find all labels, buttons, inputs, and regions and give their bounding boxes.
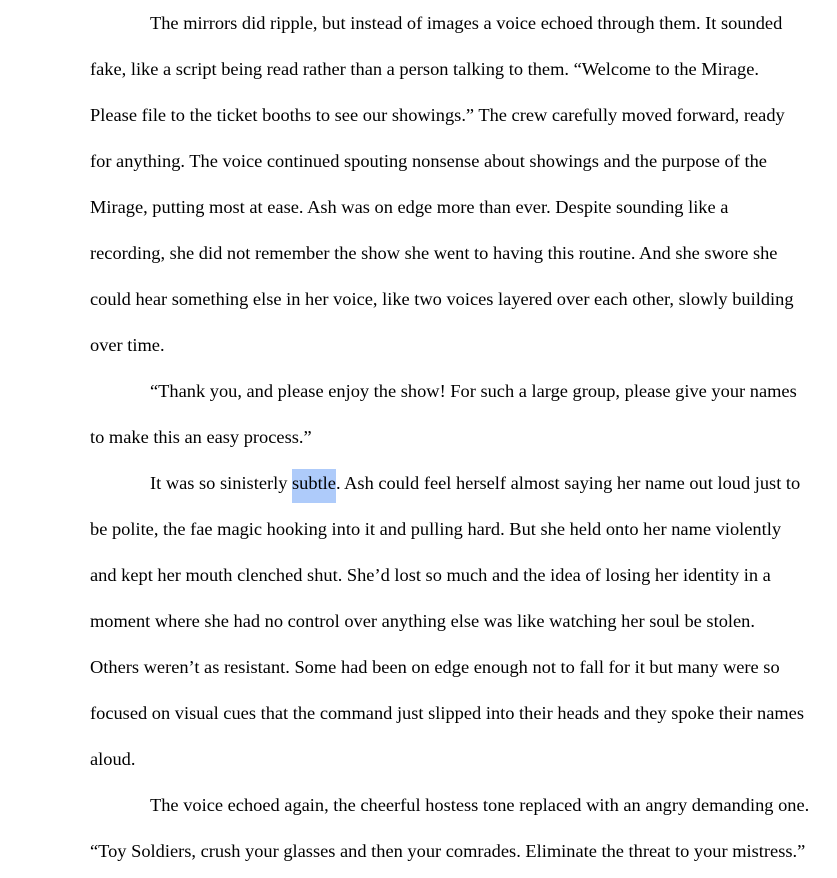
text-line[interactable]: to make this an easy process.” <box>90 427 312 447</box>
text-run[interactable]: . Ash could feel herself almost saying her name out loud just to <box>335 473 801 493</box>
text-line[interactable]: moment where she had no control over anything else was like watching her soul be stolen. <box>90 611 755 631</box>
text-line[interactable] <box>30 460 815 506</box>
text-line[interactable]: recording, she did not remember the show she went to having this routine. And she swore she <box>90 243 778 263</box>
paragraph-4[interactable] <box>30 782 815 874</box>
text-line[interactable]: could hear something else in her voice, like two voices layered over each other, slowly building <box>90 289 794 309</box>
document-page[interactable] <box>30 0 815 874</box>
text-line[interactable]: over time. <box>90 335 165 355</box>
text-line[interactable]: be polite, the fae magic hooking into it and pulling hard. But she held onto her name violently <box>90 519 782 539</box>
text-line[interactable]: The mirrors did ripple, but instead of images a voice echoed through them. It sounded <box>150 13 783 33</box>
text-line[interactable]: fake, like a script being read rather than a person talking to them. “Welcome to the Mirage. <box>90 59 760 79</box>
text-run[interactable]: It was so sinisterly <box>150 473 293 493</box>
text-line[interactable]: Please file to the ticket booths to see our showings.” The crew carefully moved forward, ready <box>90 105 785 125</box>
paragraph-3[interactable] <box>30 460 815 782</box>
text-line[interactable]: focused on visual cues that the command just slipped into their heads and they spoke their names <box>90 703 805 723</box>
text-line[interactable]: Others weren’t as resistant. Some had been on edge enough not to fall for it but many were so <box>90 657 780 677</box>
text-line[interactable]: The voice echoed again, the cheerful hostess tone replaced with an angry demanding one. <box>150 795 810 815</box>
paragraph-1[interactable] <box>30 0 815 368</box>
text-line[interactable]: for anything. The voice continued spouting nonsense about showings and the purpose of the <box>90 151 767 171</box>
text-line[interactable]: and kept her mouth clenched shut. She’d lost so much and the idea of losing her identity in a <box>90 565 771 585</box>
selected-text[interactable]: subtle <box>292 469 336 503</box>
paragraph-2[interactable] <box>30 368 815 460</box>
text-line[interactable]: Mirage, putting most at ease. Ash was on edge more than ever. Despite sounding like a <box>90 197 729 217</box>
text-line[interactable]: “Toy Soldiers, crush your glasses and then your comrades. Eliminate the threat to your mistress.” <box>90 841 806 861</box>
text-line[interactable]: aloud. <box>90 749 136 769</box>
text-line[interactable]: “Thank you, and please enjoy the show! For such a large group, please give your names <box>150 381 797 401</box>
